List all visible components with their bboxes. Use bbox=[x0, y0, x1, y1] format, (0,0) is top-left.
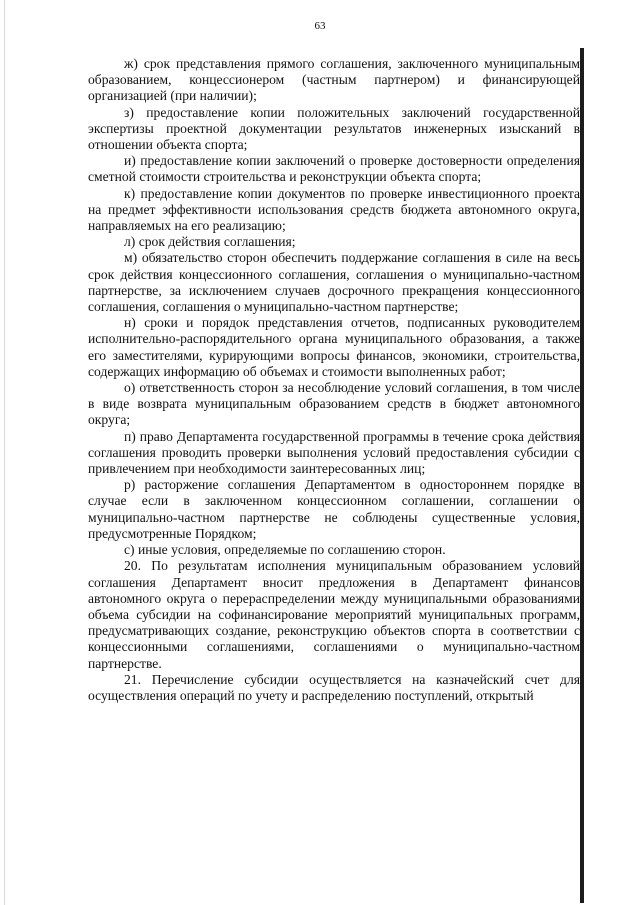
document-body bbox=[88, 56, 580, 704]
page-number: 63 bbox=[314, 20, 326, 32]
paragraph-n: н) сроки и порядок представления отчетов, подписанных руководителем исполнительно-распорядительного органа муниципального образования, а также его заместителями, курирующими вопросы финансов, экономики, строительства, содержащих информацию об объемах и стоимости выполненных работ; bbox=[88, 315, 580, 379]
scan-edge-line bbox=[4, 0, 5, 905]
paragraph-21: 21. Перечисление субсидии осуществляется на казначейский счет для осуществления операций по учету и распределению поступлений, открытый bbox=[88, 671, 580, 703]
paragraph-r: р) расторжение соглашения Департаментом в одностороннем порядке в случае если в заключенном концессионном соглашении, соглашении о муниципально-частном партнерстве не соблюдены существенные условия, предусмотренные Порядком; bbox=[88, 477, 580, 541]
paragraph-i: и) предоставление копии заключений о проверке достоверности определения сметной стоимости строительства и реконструкции объекта спорта; bbox=[88, 153, 580, 185]
paragraph-k: к) предоставление копии документов по проверке инвестиционного проекта на предмет эффективности использования средств бюджета автономного округа, направляемых на его реализацию; bbox=[88, 185, 580, 234]
paragraph-20: 20. По результатам исполнения муниципальным образованием условий соглашения Департамент вносит предложения в Департамент финансов автономного округа о перераспределении между муниципальными образованиями объема субсидии на софинансирование мероприятий муниципальных программ, предусматривающих создание, реконструкцию объектов спорта в соответствии с концессионными соглашениями, соглашениями о муниципально-частном партнерстве. bbox=[88, 558, 580, 671]
paragraph-z: з) предоставление копии положительных заключений государственной экспертизы проектной документации результатов инженерных изысканий в отношении объекта спорта; bbox=[88, 104, 580, 153]
paragraph-m: м) обязательство сторон обеспечить поддержание соглашения в силе на весь срок действия концессионного соглашения, соглашения о муниципально-частном партнерстве, за исключением случаев досрочного прекращения концессионного соглашения, соглашения о муниципально-частном партнерстве; bbox=[88, 250, 580, 315]
paragraph-s: с) иные условия, определяемые по соглашению сторон. bbox=[124, 542, 446, 558]
paragraph-zh: ж) срок представления прямого соглашения, заключенного муниципальным образованием, концессионером (частным партнером) и финансирующей организацией (при наличии); bbox=[88, 56, 580, 104]
paragraph-l: л) срок действия соглашения; bbox=[124, 234, 296, 250]
scan-border-strip bbox=[580, 48, 584, 903]
paragraph-o: о) ответственность сторон за несоблюдение условий соглашения, в том числе в виде возврата муниципальным образованием средств в бюджет автономного округа; bbox=[88, 380, 580, 428]
paragraph-p: п) право Департамента государственной программы в течение срока действия соглашения проводить проверки выполнения условий предоставления субсидии с привлечением при необходимости заинтересованных лиц; bbox=[88, 428, 580, 477]
